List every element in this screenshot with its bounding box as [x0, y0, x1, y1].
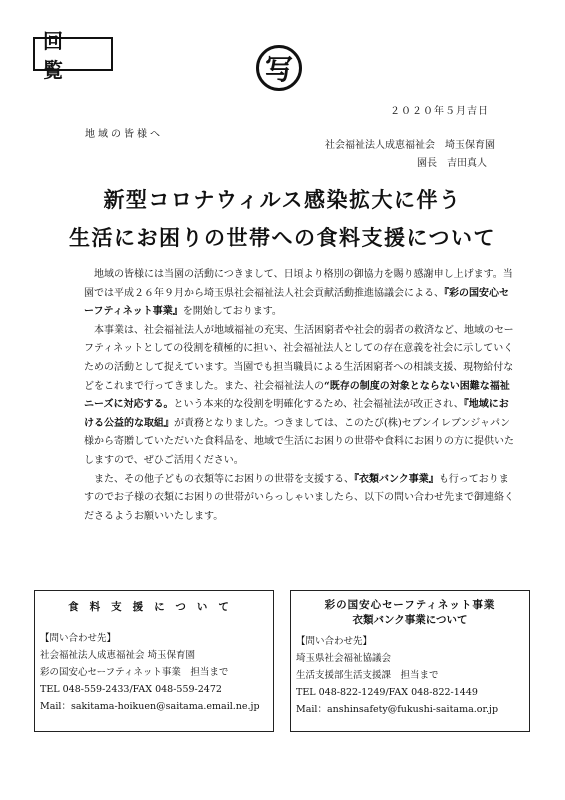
title-line-2: 生活にお困りの世帯への食料支援について — [68, 226, 497, 250]
paragraph-3 — [84, 471, 514, 527]
circulation-stamp: 回 覧 — [33, 37, 113, 71]
right-contact-label: 【問い合わせ先】 — [296, 636, 373, 647]
p3-text-end: も行っておりますのでお子様の衣類にお困りの世帯がいらっしゃいましたら、以下の問い合わせ先まで御連絡くださるようお願いいたします。 — [84, 473, 514, 522]
clothing-bank-heading-1: 彩の国安心セーフティネット事業 — [324, 599, 496, 611]
right-contact-dept: 生活支援部生活支援課 担当まで — [296, 670, 439, 681]
left-contact-mail: Mail：sakitama-hoikuen@saitama.email.ne.jp — [40, 701, 260, 712]
right-contact-tel: TEL 048-822-1249/FAX 048-822-1449 — [296, 687, 478, 698]
p2-text-end: が責務となりました。つきましては、このたび(株)セブンイレブンジャパン様から寄贈していただいた食料品を、地域で生活にお困りの世帯や食料にお困りの方に提供いたしますので、ぜひご活用ください。 — [84, 417, 514, 466]
right-contact-org: 埼玉県社会福祉協議会 — [296, 653, 392, 664]
food-support-heading: 食料支援について — [68, 601, 240, 613]
title-line-1: 新型コロナウィルス感染拡大に伴う — [103, 188, 462, 212]
p2-role-quote: “既存の制度の対象とならない困難な福祉ニーズに対応する。 — [84, 380, 510, 411]
p1-text-end: を開始しております。 — [182, 306, 282, 318]
clothing-bank-heading-2: 衣類バンク事業について — [352, 614, 468, 626]
body-text — [84, 266, 514, 526]
food-support-box — [34, 590, 274, 732]
p3-text: また、その他子どもの衣類等にお困りの世帯を支援する、 — [94, 473, 354, 485]
p2-text-mid: という本来的な役割を明確化するため、社会福祉法が改正され、 — [173, 399, 464, 411]
left-contact-label: 【問い合わせ先】 — [40, 633, 117, 644]
p2-public-interest: 『地域における公益的な取組』 — [84, 399, 509, 429]
paragraph-1 — [84, 266, 514, 322]
p1-text: 地域の皆様には当園の活動につきまして、日頃より格別の御協力を賜り感謝申し上げます。当園では平成２６年９月から埼玉県社会福祉法人社会貢献活動推進協議会による、 — [84, 269, 513, 299]
document-date: ２０２０年５月吉日 — [390, 106, 489, 117]
p2-text: 本事業は、社会福祉法人が地域福祉の充実、生活困窮者や社会的弱者の救済など、地域のセーフティネットとしての役割を積極的に担い、社会福祉法人としての存在意義を社会に示していくための活動として捉えています。当園でも担当職員による生活困窮者への相談支援、現物給付などをこれまで行ってきました。また、社会福祉法人の — [84, 324, 514, 392]
left-contact-org: 社会福祉法人成恵福祉会 埼玉保育園 — [40, 650, 196, 661]
p1-project-name: 『彩の国安心セーフティネット事業』 — [84, 287, 509, 318]
recipient-line: 地域の皆様へ — [85, 129, 163, 140]
right-contact-mail: Mail：anshinsafety@fukushi-saitama.or.jp — [296, 704, 499, 715]
clothing-bank-box — [290, 590, 530, 732]
paragraph-2 — [84, 322, 514, 471]
copy-seal: 写 — [256, 45, 302, 91]
p3-clothing-bank: 『衣類バンク事業』 — [354, 473, 439, 485]
sender-organization: 社会福祉法人成恵福祉会 埼玉保育園 — [325, 140, 495, 151]
left-contact-dept: 彩の国安心セーフティネット事業 担当まで — [40, 667, 229, 678]
left-contact-tel: TEL 048-559-2433/FAX 048-559-2472 — [40, 684, 222, 695]
sender-head-name: 園長 吉田真人 — [417, 158, 487, 169]
